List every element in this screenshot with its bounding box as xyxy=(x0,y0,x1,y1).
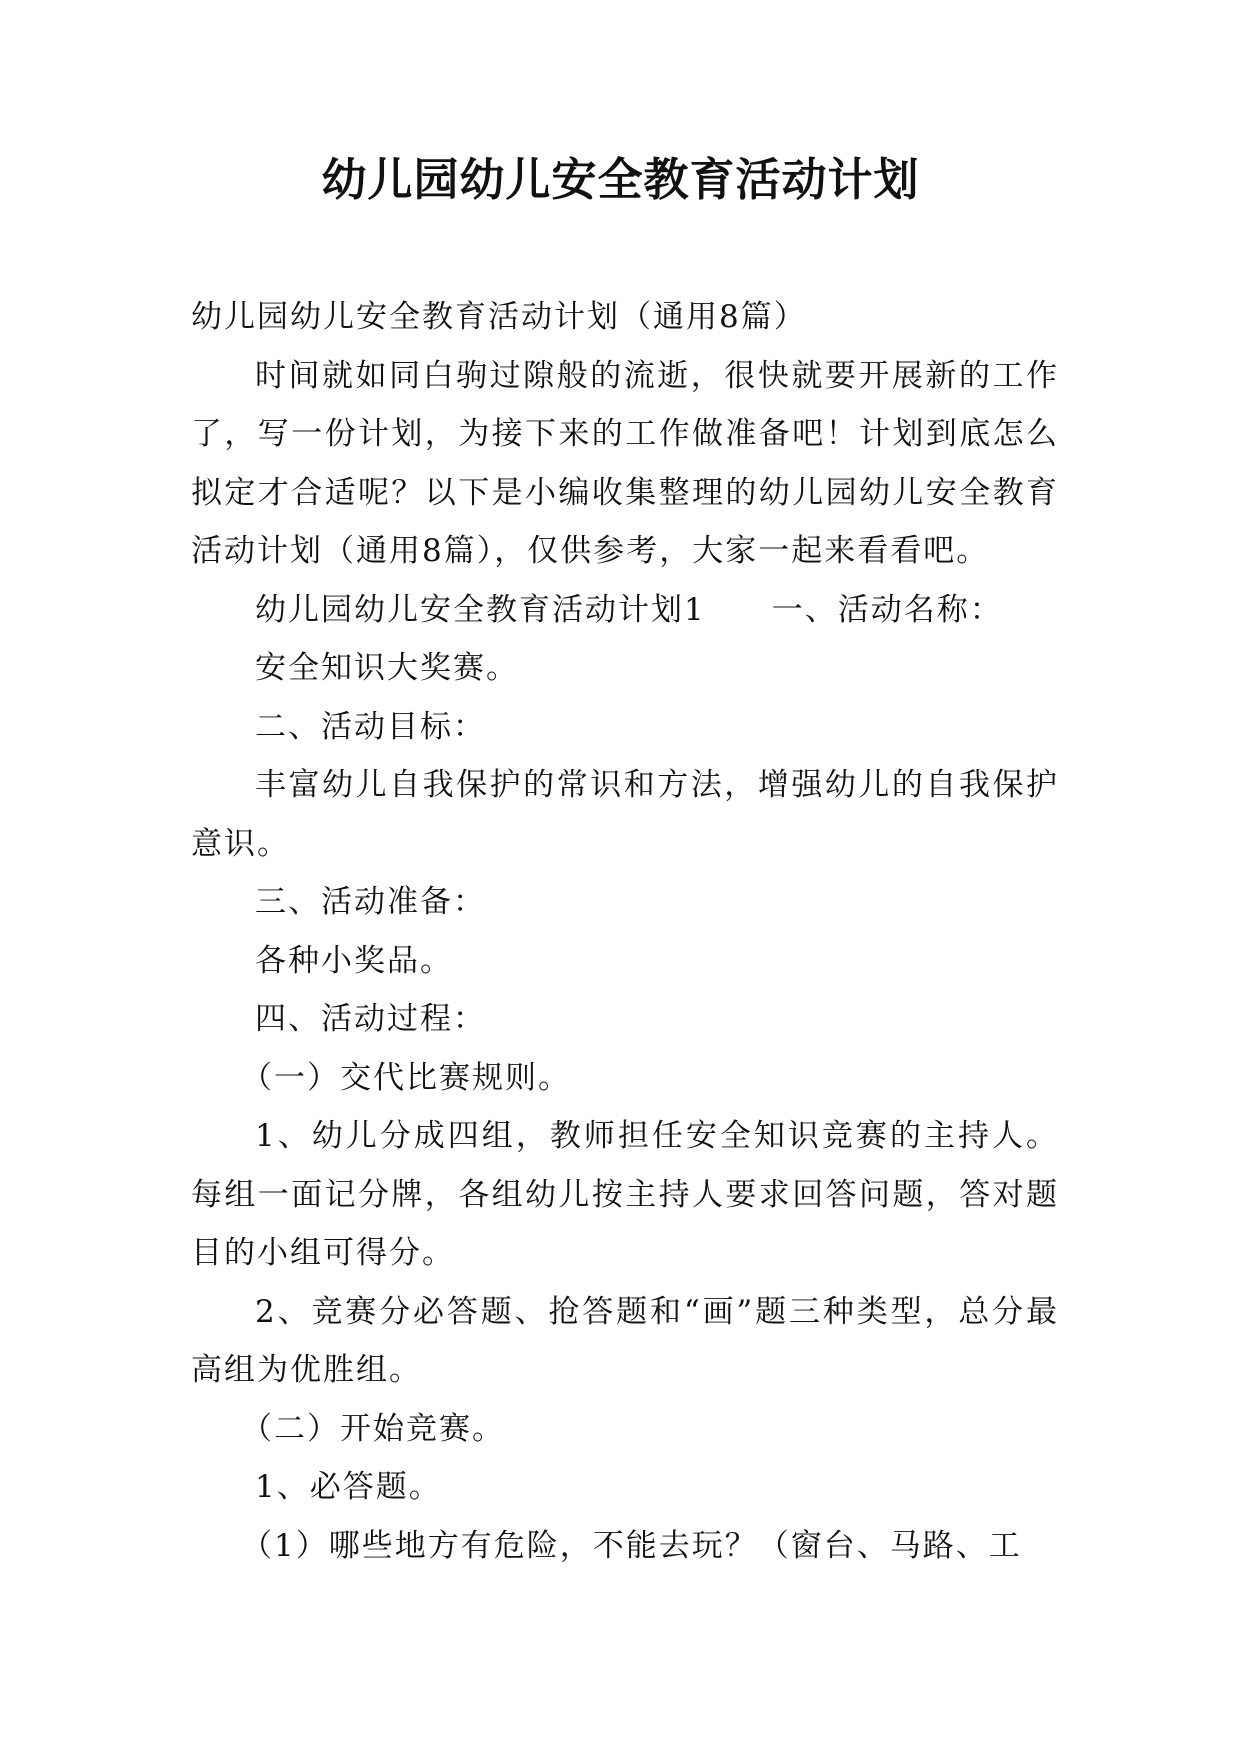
document-body xyxy=(191,288,1059,1575)
section-heading-goals: 二、活动目标： xyxy=(255,708,486,745)
paragraph-plan-1-heading: 幼儿园幼儿安全教育活动计划1 一、活动名称： xyxy=(255,591,1003,628)
paragraph-goals: 丰富幼儿自我保护的常识和方法，增强幼儿的自我保护意识。 xyxy=(191,767,1059,862)
paragraph-required-questions: 1、必答题。 xyxy=(255,1469,442,1505)
section-heading-process: 四、活动过程： xyxy=(255,1001,486,1037)
section-heading-preparation: 三、活动准备： xyxy=(255,884,486,920)
paragraph-intro: 时间就如同白驹过隙般的流逝，很快就要开展新的工作了，写一份计划，为接下来的工作做准备吧！计划到底怎么拟定才合适呢？以下是小编收集整理的幼儿园幼儿安全教育活动计划（通用8篇），仅供参考，大家一起来看看吧。 xyxy=(191,357,1059,569)
paragraph-preparation: 各种小奖品。 xyxy=(255,942,453,979)
subsection-start-contest: （二）开始竞赛。 xyxy=(241,1410,505,1447)
paragraph-subtitle: 幼儿园幼儿安全教育活动计划（通用8篇） xyxy=(191,299,807,335)
document-title: 幼儿园幼儿安全教育活动计划 xyxy=(321,153,920,206)
subsection-rules: （一）交代比赛规则。 xyxy=(241,1059,571,1096)
paragraph-rule-1: 1、幼儿分成四组，教师担任安全知识竞赛的主持人。每组一面记分牌，各组幼儿按主持人要求回答问题，答对题目的小组可得分。 xyxy=(191,1118,1059,1271)
paragraph-rule-2: 2、竞赛分必答题、抢答题和“画”题三种类型，总分最高组为优胜组。 xyxy=(191,1293,1059,1388)
paragraph-question-1: （1）哪些地方有危险，不能去玩？（窗台、马路、工 xyxy=(241,1527,1022,1564)
paragraph-activity-name: 安全知识大奖赛。 xyxy=(255,650,519,686)
